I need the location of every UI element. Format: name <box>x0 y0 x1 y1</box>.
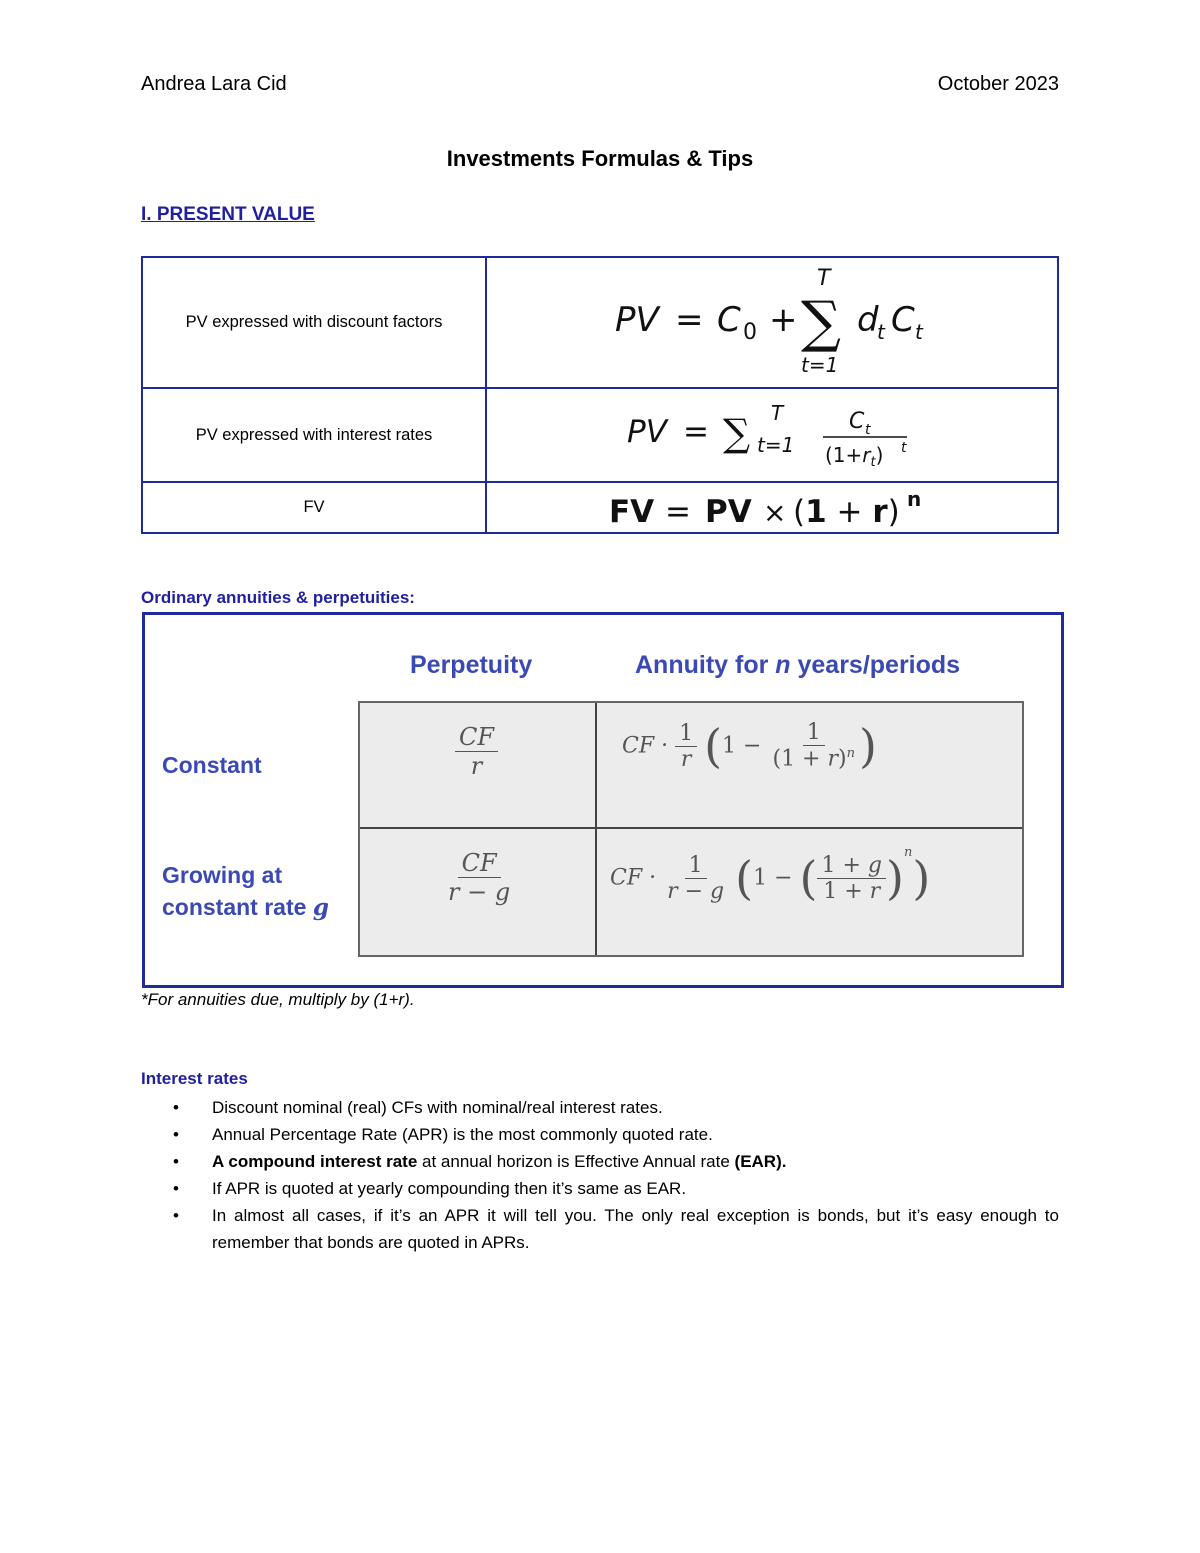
svg-text:PV: PV <box>705 493 752 530</box>
svg-text:(1 + r): (1 + r) <box>793 493 900 530</box>
svg-text:PV: PV <box>627 414 667 450</box>
constant-row-label: Constant <box>162 752 262 778</box>
list-item: • Annual Percentage Rate (APR) is the most commonly quoted rate. <box>141 1121 1059 1148</box>
svg-text:t: t <box>915 319 923 344</box>
perpetuity-constant-formula: $\frac{CF}{r}$ <box>455 723 498 780</box>
list-item: • In almost all cases, if it’s an APR it will tell you. The only real exception is bonds, but it’s easy enough to remember that bonds are quoted in APRs. <box>141 1202 1059 1256</box>
document-title: Investments Formulas & Tips <box>446 146 754 171</box>
annuity-growing-formula: CF · $\frac{1}{r - g}$ (1 − ( $\frac{1 + g}{1 + r}$ )$^n$) <box>610 845 931 905</box>
row-label: PV expressed with interest rates <box>142 388 486 482</box>
row-label: PV expressed with discount factors <box>142 257 486 388</box>
interest-rates-heading: Interest rates <box>141 1069 248 1088</box>
table-row <box>142 388 1058 482</box>
formula-grid <box>358 701 1024 957</box>
svg-text:t: t <box>865 422 871 438</box>
bullet-icon: • <box>173 1206 179 1225</box>
annuities-due-note: *For annuities due, multiply by (1+r). <box>141 990 415 1009</box>
svg-text:=: = <box>665 493 691 530</box>
svg-text:(1+rt): $(1+r_t)$ <box>825 443 884 470</box>
list-item: • If APR is quoted at yearly compounding then it’s same as EAR. <box>141 1175 1059 1202</box>
svg-text:d: d <box>857 299 879 340</box>
svg-text:=: = <box>675 299 704 340</box>
svg-text:C: C <box>717 299 741 340</box>
bullet-icon: • <box>173 1125 179 1144</box>
table-row <box>142 257 1058 388</box>
pv-interest-rate-formula <box>486 388 1058 482</box>
svg-text:t=1: t=1 <box>801 352 839 377</box>
bullet-icon: • <box>173 1179 179 1198</box>
svg-text:FV: FV <box>609 493 655 530</box>
list-item: • Discount nominal (real) CFs with nominal/real interest rates. <box>141 1094 1059 1121</box>
svg-text:T: T <box>771 401 784 425</box>
annuity-constant-formula: CF · $\frac{1}{r}$ (1 − $\frac{1}{(1 + r)^n}$ ) <box>622 719 877 773</box>
growing-row-label: Growing at constant rate g <box>162 862 329 921</box>
fv-formula <box>486 482 1058 533</box>
row-label: FV <box>142 482 486 533</box>
svg-text:t: t <box>877 319 885 344</box>
annuities-perpetuities-figure <box>142 612 1064 988</box>
bullet-icon: • <box>173 1152 179 1171</box>
perpetuity-column-header: Perpetuity <box>410 651 533 679</box>
svg-text:t: t <box>901 440 907 456</box>
svg-text:C: C <box>849 409 865 434</box>
svg-text:n: n <box>907 486 922 511</box>
document-date: October 2023 <box>937 73 1059 95</box>
svg-text:=: = <box>683 414 709 450</box>
svg-text:C: C <box>891 299 915 340</box>
table-row <box>142 482 1058 533</box>
perpetuity-growing-formula: $\frac{CF}{r - g}$ <box>448 849 511 906</box>
author-name: Andrea Lara Cid <box>141 73 287 95</box>
svg-text:×: × <box>763 495 787 529</box>
svg-text:t=1: t=1 <box>757 433 795 457</box>
present-value-table <box>141 256 1059 534</box>
section-heading-present-value: I. PRESENT VALUE <box>141 204 315 225</box>
svg-text:T: T <box>817 265 831 291</box>
pv-discount-factor-formula <box>486 257 1058 388</box>
svg-text:0: 0 <box>743 319 757 345</box>
annuity-column-header: Annuity for n years/periods <box>635 651 961 679</box>
svg-text:∑: ∑ <box>801 289 841 355</box>
annuities-heading: Ordinary annuities & perpetuities: <box>141 588 415 607</box>
list-item: • A compound interest rate at annual horizon is Effective Annual rate (EAR). <box>141 1148 1059 1175</box>
svg-text:∑: ∑ <box>723 411 751 455</box>
svg-text:PV: PV <box>615 299 659 340</box>
bullet-icon: • <box>173 1098 179 1117</box>
interest-rates-list <box>141 1094 1059 1256</box>
svg-text:+: + <box>769 299 798 340</box>
